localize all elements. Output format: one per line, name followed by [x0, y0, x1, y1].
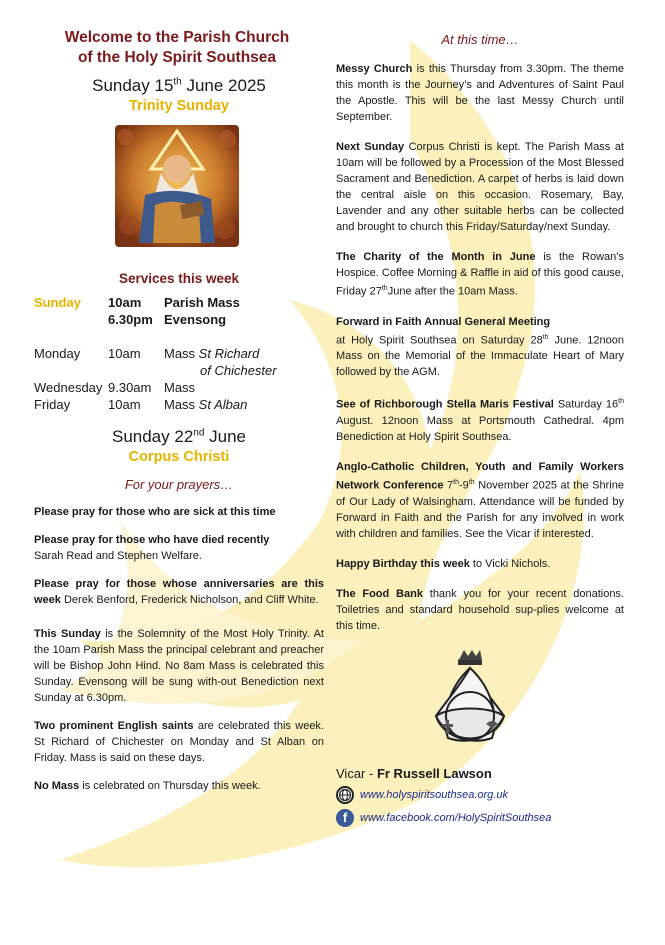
service-row: of Chichester	[200, 363, 277, 378]
welcome-line-1: Welcome to the Parish Church	[64, 29, 290, 46]
facebook-link[interactable]	[336, 809, 624, 827]
vicar-line: Vicar - Fr Russell Lawson	[336, 765, 492, 781]
service-row: Monday 10am Mass St Richard	[34, 346, 260, 361]
trinity-knot-logo	[420, 646, 520, 756]
facebook-url[interactable]: www.facebook.com/HolySpiritSouthsea	[360, 811, 552, 824]
service-row: Sunday 10am Parish Mass	[34, 295, 240, 310]
next-feast-name: Corpus Christi	[128, 449, 230, 465]
facebook-icon: f	[336, 809, 354, 827]
prayer-died: Please pray for those who have died recently Sarah Read and Stephen Welfare.	[34, 534, 270, 562]
at-this-time-heading: At this time…	[441, 32, 519, 47]
prayer-sick: Please pray for those who are sick at this time	[34, 506, 276, 518]
trinity-icon-image	[115, 125, 239, 247]
services-list	[34, 294, 324, 413]
service-row: Friday 10am Mass St Alban	[34, 397, 248, 412]
left-column	[34, 28, 324, 794]
next-sunday-date: Sunday 22nd June	[111, 427, 246, 446]
website-url[interactable]: www.holyspiritsouthsea.org.uk	[360, 788, 508, 801]
note-saints: Two prominent English saints are celebrated this week. St Richard of Chichester on Monday and St Alban on Friday. Mass is said on these days.	[34, 720, 324, 764]
services-title: Services this week	[118, 271, 240, 286]
service-row: 6.30pm Evensong	[108, 312, 227, 327]
notice-charity: The Charity of the Month in June is the Rowan’s Hospice. Coffee Morning & Raffle in aid of this good cause, Friday 27thJune after the 10am Mass.	[336, 251, 625, 298]
notice-forward-in-faith: Forward in Faith Annual General Meeting at Holy Spirit Southsea on Saturday 28th June. 12noon Mass on the Memorial of the Immaculate Heart of Mary followed by the AGM.	[336, 315, 624, 379]
prayers-heading: For your prayers…	[124, 477, 234, 492]
notice-messy-church: Messy Church is this Thursday from 3.30pm. The theme this month is the Journey’s and Adventures of Saint Paul the Apostle. This will be the last Messy Church until September.	[336, 63, 624, 123]
notice-stella-maris: See of Richborough Stella Maris Festival Saturday 16th August. 12noon Mass at Portsmouth Cathedral. 4pm Benediction at Holy Spirit Southsea.	[336, 398, 625, 443]
right-column	[336, 32, 624, 827]
service-row: Wednesday 9.30am Mass	[34, 380, 196, 395]
notice-food-bank: The Food Bank thank you for your recent donations. Toiletries and standard household sup-plies welcome at this time.	[336, 587, 624, 632]
globe-icon	[336, 786, 354, 804]
welcome-title	[30, 28, 324, 68]
current-sunday-date: Sunday 15th June 2025	[92, 76, 266, 95]
notice-anglo-catholic-conference: Anglo-Catholic Children, Youth and Family Workers Network Conference 7th-9th November 2025 at the Shrine of Our Lady of Walsingham. Attendance will be funded by Forward in Faith and the Parish for any involved in work with children and families. See the Vicar if interested.	[336, 460, 624, 540]
notice-next-sunday: Next Sunday Corpus Christi is kept. The Parish Mass at 10am will be followed by a Procession of the Most Blessed Sacrament and Benediction. A carpet of herbs is laid down the central aisle on this occasion. Rosemary, Bay, Lavender and any other suitable herbs can be collected and brought to church this Friday/Saturday/next Sunday.	[336, 141, 624, 233]
note-no-mass: No Mass is celebrated on Thursday this week.	[34, 780, 261, 792]
feast-name: Trinity Sunday	[129, 98, 229, 114]
note-this-sunday: This Sunday is the Solemnity of the Most Holy Trinity. At the 10am Parish Mass the principal celebrant and preacher will be Bishop John Hind. No 8am Mass is celebrated this Sunday. Evensong will be sung with-out Benediction next Sunday at 6.30pm.	[34, 628, 324, 704]
welcome-line-2: of the Holy Spirit Southsea	[77, 49, 277, 66]
notice-birthday: Happy Birthday this week to Vicki Nichols.	[336, 557, 551, 570]
prayer-anniversaries: Please pray for those whose anniversaries are this week Derek Benford, Frederick Nicholson, and Cliff White.	[34, 578, 324, 606]
website-link[interactable]	[336, 786, 624, 804]
